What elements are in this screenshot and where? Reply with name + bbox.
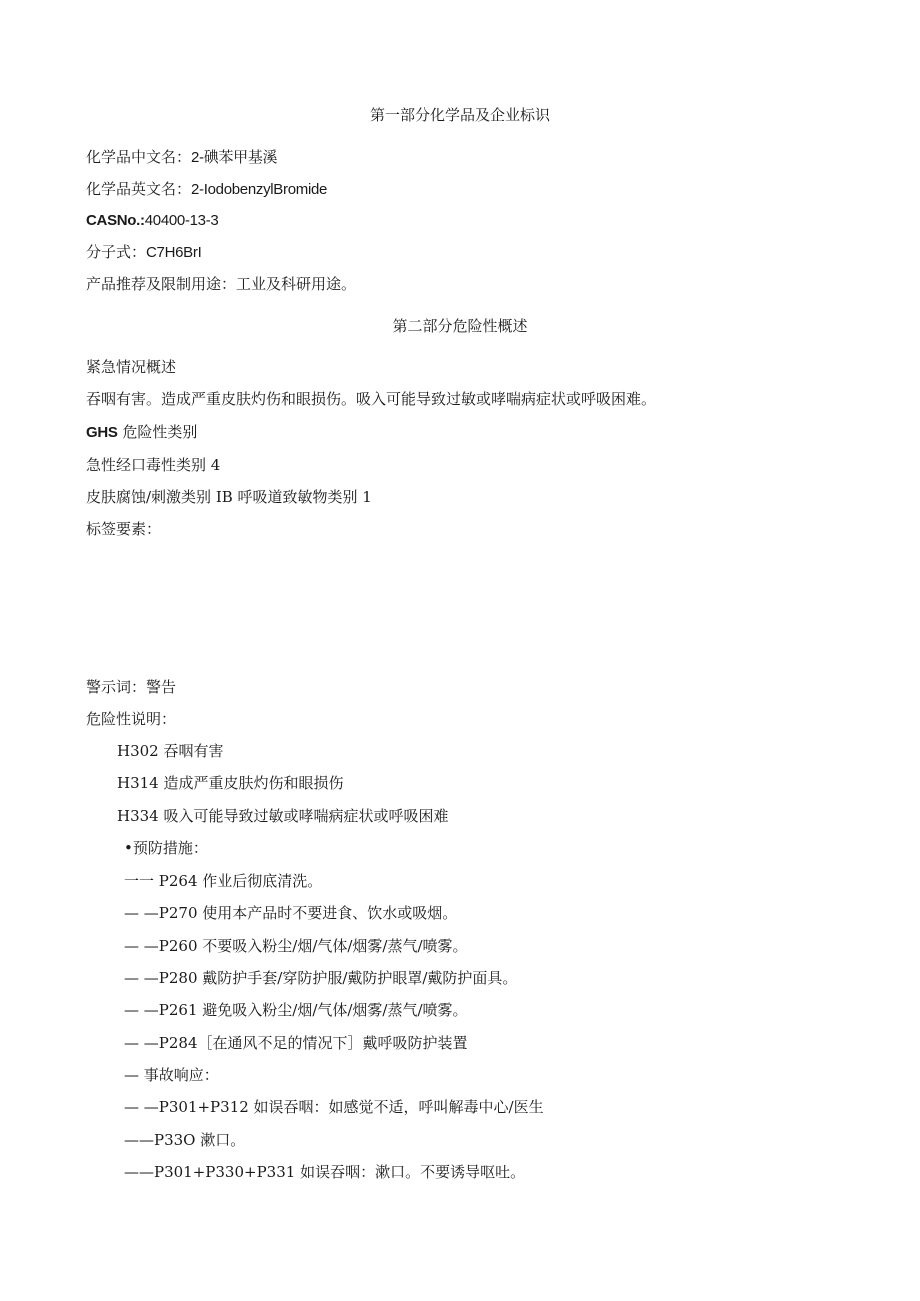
precaution-item: — —P270 使用本产品时不要进食、饮水或吸烟。 (124, 904, 458, 922)
precaution-item: 一一 P264 作业后彻底清洗。 (124, 872, 323, 890)
cn-name-label: 化学品中文名： (86, 148, 192, 166)
response-item: ——P301+P330+P331 如误吞咽：漱口。不要诱导呕吐。 (124, 1163, 526, 1181)
label-elements-heading: 标签要素： (86, 520, 162, 538)
en-name-label: 化学品英文名： (86, 180, 192, 198)
response-item: — —P301+P312 如误吞咽：如感觉不适，呼叫解毒中心/医生 (124, 1098, 544, 1116)
cas-value: 40400-13-3 (144, 212, 219, 229)
ghs-row (86, 422, 197, 443)
hazard-statements-heading: 危险性说明： (86, 710, 177, 728)
en-name-row (86, 179, 327, 200)
emergency-text: 吞咽有害。造成严重皮肤灼伤和眼损伤。吸入可能导致过敏或哮喘病症状或呼吸困难。 (86, 390, 657, 408)
precaution-heading: •预防措施： (124, 839, 208, 857)
ghs-heading: 危险性类别 (122, 423, 198, 441)
hazard-statement: H314 造成严重皮肤灼伤和眼损伤 (117, 774, 344, 792)
precaution-item: — —P284［在通风不足的情况下］戴呼吸防护装置 (124, 1034, 468, 1052)
formula-row (86, 242, 201, 263)
section1-title: 第一部分化学品及企业标识 (369, 106, 550, 124)
usage-line: 产品推荐及限制用途：工业及科研用途。 (86, 275, 357, 293)
cas-label: CASNo.: (86, 212, 145, 229)
response-heading: — 事故响应： (124, 1066, 219, 1084)
cn-name-row (86, 147, 277, 168)
hazard-class-1: 急性经口毒性类别 4 (86, 456, 221, 474)
formula-label: 分子式： (86, 243, 147, 261)
precaution-item: — —P280 戴防护手套/穿防护服/戴防护眼罩/戴防护面具。 (124, 969, 518, 987)
formula-value: C7H6BrI (146, 244, 202, 261)
en-name-value: 2-IodobenzylBromide (191, 181, 328, 198)
response-item: ——P33O 漱口。 (124, 1131, 246, 1149)
cn-name-value: 2-碘苯甲基溪 (191, 149, 278, 166)
section2-title: 第二部分危险性概述 (392, 317, 528, 335)
hazard-statement: H302 吞咽有害 (117, 742, 224, 760)
hazard-statement: H334 吸入可能导致过敏或哮喘病症状或呼吸困难 (117, 807, 449, 825)
signal-word: 警示词：警告 (86, 678, 177, 696)
emergency-heading: 紧急情况概述 (86, 358, 177, 376)
cas-row (86, 211, 218, 231)
precaution-item: — —P260 不要吸入粉尘/烟/气体/烟雾/蒸气/喷雾。 (124, 937, 468, 955)
precaution-item: — —P261 避免吸入粉尘/烟/气体/烟雾/蒸气/喷雾。 (124, 1001, 468, 1019)
hazard-class-2: 皮肤腐蚀/刺激类别 IB 呼吸道致敏物类别 1 (86, 488, 372, 506)
ghs-label: GHS (86, 424, 118, 441)
